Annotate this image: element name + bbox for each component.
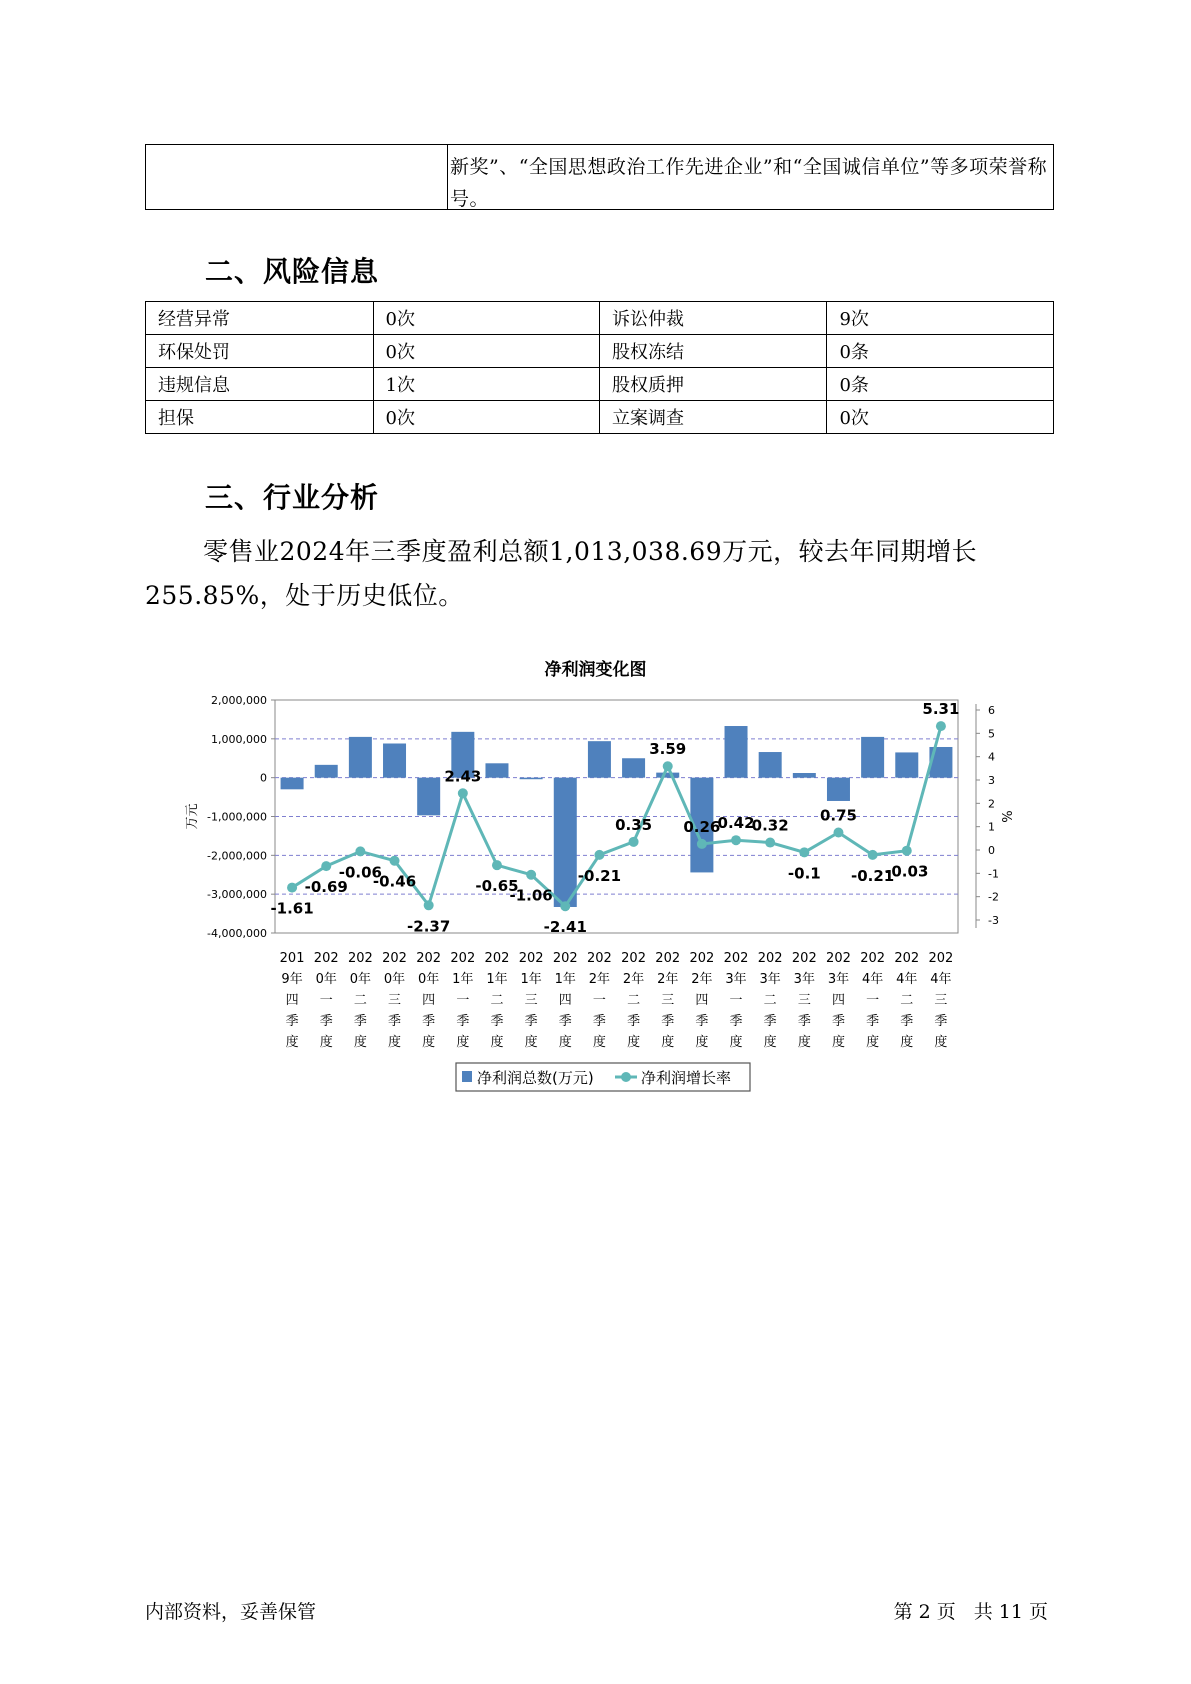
x-tick-label: 202 xyxy=(552,951,578,966)
bar xyxy=(315,765,338,778)
x-tick-label: 202 xyxy=(689,951,715,966)
growth-rate-label: -0.69 xyxy=(304,878,348,897)
x-tick-label: 3年 xyxy=(725,972,747,987)
bar xyxy=(417,778,440,816)
x-tick-label: 202 xyxy=(621,951,646,966)
x-tick-label: 3年 xyxy=(827,972,850,987)
x-tick-label: 季 xyxy=(490,1014,504,1029)
bar xyxy=(793,773,816,778)
risk-item-label: 担保 xyxy=(146,401,374,434)
y-axis-title: 万元 xyxy=(185,803,200,830)
footer-total-label-2: 页 xyxy=(1028,1601,1048,1623)
x-tick-label: 202 xyxy=(860,951,886,966)
y-tick-label: -4,000,000 xyxy=(207,927,267,940)
x-tick-label: 一 xyxy=(866,993,880,1008)
growth-rate-point xyxy=(936,721,946,731)
risk-item-label: 环保处罚 xyxy=(146,335,374,368)
x-tick-label: 季 xyxy=(422,1014,436,1029)
growth-rate-point xyxy=(731,835,741,845)
bar xyxy=(281,778,304,790)
growth-rate-label: -2.41 xyxy=(543,918,587,937)
x-tick-label: 度 xyxy=(456,1035,470,1050)
x-tick-label: 度 xyxy=(797,1035,811,1050)
risk-item-label: 经营异常 xyxy=(146,302,374,335)
growth-rate-point xyxy=(492,860,502,870)
footer-page-label: 第 xyxy=(893,1601,913,1623)
growth-rate-label: -2.37 xyxy=(407,917,451,936)
x-tick-label: 二 xyxy=(763,993,777,1008)
risk-item-value: 0条 xyxy=(827,335,1054,368)
legend-line-marker xyxy=(621,1072,631,1082)
x-tick-label: 季 xyxy=(558,1014,572,1029)
growth-rate-label: 0.75 xyxy=(819,806,857,825)
x-tick-label: 202 xyxy=(450,951,476,966)
growth-rate-point xyxy=(902,846,912,856)
footer-total-label: 共 xyxy=(973,1601,993,1623)
growth-rate-label: -0.06 xyxy=(338,863,382,882)
growth-rate-label: -0.21 xyxy=(851,866,895,885)
x-tick-label: 0年 xyxy=(315,972,337,987)
x-tick-label: 202 xyxy=(757,951,783,966)
right-tick-label: 2 xyxy=(988,797,995,811)
growth-rate-label: -0.21 xyxy=(577,866,622,885)
x-tick-label: 三 xyxy=(661,993,675,1008)
risk-item-label: 股权质押 xyxy=(599,368,827,401)
risk-item-value: 0次 xyxy=(373,401,599,434)
x-tick-label: 2年 xyxy=(657,972,679,987)
bar xyxy=(485,763,508,777)
x-tick-label: 度 xyxy=(319,1035,333,1050)
risk-item-value: 0次 xyxy=(373,302,599,335)
x-tick-label: 度 xyxy=(490,1035,504,1050)
x-tick-label: 季 xyxy=(831,1014,845,1029)
x-tick-label: 季 xyxy=(456,1014,470,1029)
growth-rate-point xyxy=(629,837,639,847)
growth-rate-point xyxy=(868,850,878,860)
x-tick-label: 度 xyxy=(729,1035,743,1050)
x-tick-label: 季 xyxy=(592,1014,606,1029)
x-tick-label: 季 xyxy=(285,1014,299,1029)
growth-rate-point xyxy=(321,861,331,871)
y-tick-label: 1,000,000 xyxy=(211,732,267,746)
bar xyxy=(588,741,611,778)
growth-rate-label: 0.35 xyxy=(615,815,653,834)
x-tick-label: 度 xyxy=(627,1035,641,1050)
x-tick-label: 季 xyxy=(524,1014,538,1029)
x-tick-label: 季 xyxy=(797,1014,811,1029)
x-tick-label: 季 xyxy=(763,1014,777,1029)
growth-rate-point xyxy=(799,847,809,857)
legend-line-label: 净利润增长率 xyxy=(641,1069,732,1087)
growth-rate-point xyxy=(833,828,843,838)
x-tick-label: 202 xyxy=(791,951,817,966)
x-tick-label: 3年 xyxy=(793,972,815,987)
x-tick-label: 202 xyxy=(826,951,851,966)
growth-rate-label: -0.1 xyxy=(787,864,821,883)
y-tick-label: -1,000,000 xyxy=(207,810,267,824)
right-tick-label: 4 xyxy=(988,750,995,764)
x-tick-label: 二 xyxy=(900,993,914,1008)
bar xyxy=(895,752,918,777)
x-tick-label: 一 xyxy=(592,993,606,1008)
growth-rate-point xyxy=(663,761,673,771)
x-tick-label: 四 xyxy=(695,993,709,1008)
section-title-risk: 二、风险信息 xyxy=(205,255,380,288)
x-tick-label: 4年 xyxy=(896,972,918,987)
x-tick-label: 度 xyxy=(422,1035,436,1050)
x-tick-label: 二 xyxy=(490,993,504,1008)
x-tick-label: 1年 xyxy=(452,972,474,987)
right-tick-label: -3 xyxy=(988,914,999,927)
growth-rate-label: 2.43 xyxy=(444,767,482,786)
y-tick-label: 2,000,000 xyxy=(211,694,267,707)
growth-rate-label: -0.46 xyxy=(372,872,417,891)
x-tick-label: 季 xyxy=(866,1014,880,1029)
x-tick-label: 201 xyxy=(279,951,305,966)
x-tick-label: 一 xyxy=(456,993,470,1008)
x-tick-label: 1年 xyxy=(486,972,508,987)
x-tick-label: 四 xyxy=(558,993,572,1008)
x-tick-label: 9年 xyxy=(281,972,303,987)
award-table-text: 新奖”、“全国思想政治工作先进企业”和“全国诚信单位”等多项荣誉称号。 xyxy=(450,156,1048,210)
x-tick-label: 202 xyxy=(928,951,954,966)
legend-bar-swatch xyxy=(462,1071,472,1082)
risk-item-label: 立案调查 xyxy=(599,401,827,434)
x-tick-label: 度 xyxy=(558,1035,572,1050)
x-tick-label: 三 xyxy=(934,993,948,1008)
growth-rate-point xyxy=(697,839,707,849)
x-tick-label: 4年 xyxy=(930,972,952,987)
x-tick-label: 3年 xyxy=(759,972,781,987)
risk-item-value: 9次 xyxy=(827,302,1054,335)
right-tick-label: -2 xyxy=(988,890,999,904)
footer-page-info xyxy=(894,1597,1054,1624)
risk-item-value: 0条 xyxy=(827,368,1054,401)
bar xyxy=(827,778,850,801)
x-tick-label: 202 xyxy=(655,951,681,966)
growth-rate-point xyxy=(560,901,570,911)
x-tick-label: 202 xyxy=(313,951,339,966)
x-tick-label: 202 xyxy=(484,951,510,966)
bar xyxy=(349,737,372,778)
x-tick-label: 季 xyxy=(900,1014,914,1029)
footer-page-number: 2 xyxy=(918,1601,931,1623)
x-tick-label: 四 xyxy=(422,993,436,1008)
footer-confidential: 内部资料，妥善保管 xyxy=(145,1601,317,1623)
bar xyxy=(656,773,679,778)
x-tick-label: 202 xyxy=(723,951,749,966)
x-tick-label: 2年 xyxy=(691,972,713,987)
growth-rate-point xyxy=(765,838,775,848)
right-tick-label: -1 xyxy=(988,867,999,881)
x-tick-label: 四 xyxy=(831,993,845,1008)
x-tick-label: 2年 xyxy=(622,972,645,987)
x-tick-label: 季 xyxy=(319,1014,333,1029)
risk-item-value: 0次 xyxy=(373,335,599,368)
x-tick-label: 三 xyxy=(524,993,538,1008)
growth-rate-label: -1.61 xyxy=(270,899,314,918)
growth-rate-label: 0.42 xyxy=(717,814,755,833)
footer-total-number: 11 xyxy=(998,1601,1023,1623)
y-axis-right-title: % xyxy=(998,810,1013,823)
growth-rate-label: -0.03 xyxy=(885,862,929,881)
bar xyxy=(383,743,406,777)
bar xyxy=(520,778,543,780)
risk-item-value: 0次 xyxy=(827,401,1054,434)
growth-rate-label: -0.65 xyxy=(475,877,519,896)
x-tick-label: 二 xyxy=(627,993,641,1008)
x-tick-label: 度 xyxy=(388,1035,402,1050)
x-tick-label: 度 xyxy=(934,1035,948,1050)
growth-rate-label: -1.06 xyxy=(509,886,553,905)
growth-rate-point xyxy=(424,900,434,910)
right-tick-label: 3 xyxy=(988,774,995,787)
x-tick-label: 0年 xyxy=(349,972,372,987)
x-tick-label: 202 xyxy=(382,951,407,966)
x-tick-label: 季 xyxy=(695,1014,709,1029)
x-tick-label: 202 xyxy=(416,951,442,966)
risk-item-value: 1次 xyxy=(373,368,599,401)
growth-rate-point xyxy=(287,883,297,893)
growth-rate-point xyxy=(526,870,536,880)
y-tick-label: -3,000,000 xyxy=(207,888,267,902)
section-title-industry: 三、行业分析 xyxy=(205,481,380,514)
x-tick-label: 季 xyxy=(934,1014,948,1029)
risk-item-label: 股权冻结 xyxy=(599,335,827,368)
growth-rate-label: 0.32 xyxy=(751,816,789,835)
right-tick-label: 6 xyxy=(988,704,995,717)
x-tick-label: 季 xyxy=(353,1014,367,1029)
x-tick-label: 202 xyxy=(894,951,920,966)
growth-rate-label: 0.26 xyxy=(683,817,721,836)
risk-item-label: 违规信息 xyxy=(146,368,374,401)
x-tick-label: 0年 xyxy=(418,972,440,987)
bar xyxy=(759,752,782,778)
footer-page-label-2: 页 xyxy=(936,1601,956,1623)
x-tick-label: 度 xyxy=(592,1035,606,1050)
x-tick-label: 度 xyxy=(900,1035,914,1050)
bar xyxy=(554,778,577,907)
x-tick-label: 1年 xyxy=(520,972,542,987)
x-tick-label: 度 xyxy=(866,1035,880,1050)
right-tick-label: 5 xyxy=(988,727,995,741)
x-tick-label: 度 xyxy=(695,1035,709,1050)
x-tick-label: 202 xyxy=(347,951,373,966)
right-tick-label: 0 xyxy=(988,844,995,857)
x-tick-label: 度 xyxy=(353,1035,367,1050)
growth-rate-point xyxy=(390,856,400,866)
chart-title: 净利润变化图 xyxy=(544,660,647,680)
x-tick-label: 202 xyxy=(518,951,544,966)
x-tick-label: 一 xyxy=(319,993,333,1008)
x-tick-label: 季 xyxy=(627,1014,641,1029)
x-tick-label: 度 xyxy=(831,1035,845,1050)
growth-rate-point xyxy=(355,846,365,856)
x-tick-label: 季 xyxy=(388,1014,402,1029)
x-tick-label: 三 xyxy=(797,993,811,1008)
legend-bar-label: 净利润总数(万元) xyxy=(477,1069,594,1087)
x-tick-label: 202 xyxy=(587,951,612,966)
y-tick-label: 0 xyxy=(260,771,267,785)
x-tick-label: 一 xyxy=(729,993,743,1008)
x-tick-label: 度 xyxy=(285,1035,299,1050)
bar xyxy=(861,737,884,778)
x-tick-label: 二 xyxy=(353,993,367,1008)
x-tick-label: 季 xyxy=(661,1014,675,1029)
growth-rate-point xyxy=(458,788,468,798)
bar xyxy=(622,758,645,777)
x-tick-label: 季 xyxy=(729,1014,743,1029)
x-tick-label: 0年 xyxy=(383,972,406,987)
growth-rate-point xyxy=(594,850,604,860)
growth-rate-label: 3.59 xyxy=(649,740,687,759)
risk-item-label: 诉讼仲裁 xyxy=(599,302,827,335)
x-tick-label: 1年 xyxy=(554,972,576,987)
x-tick-label: 四 xyxy=(285,993,299,1008)
x-tick-label: 4年 xyxy=(861,972,884,987)
growth-rate-label: 5.31 xyxy=(922,700,960,719)
x-tick-label: 三 xyxy=(388,993,402,1008)
x-tick-label: 度 xyxy=(524,1035,538,1050)
x-tick-label: 度 xyxy=(763,1035,777,1050)
y-tick-label: -2,000,000 xyxy=(207,849,267,863)
x-tick-label: 2年 xyxy=(588,972,611,987)
x-tick-label: 度 xyxy=(661,1035,675,1050)
bar xyxy=(725,726,748,778)
right-tick-label: 1 xyxy=(988,820,995,834)
industry-paragraph: 零售业2024年三季度盈利总额1,013,038.69万元，较去年同期增长255.85%，处于历史低位。 xyxy=(145,537,978,610)
